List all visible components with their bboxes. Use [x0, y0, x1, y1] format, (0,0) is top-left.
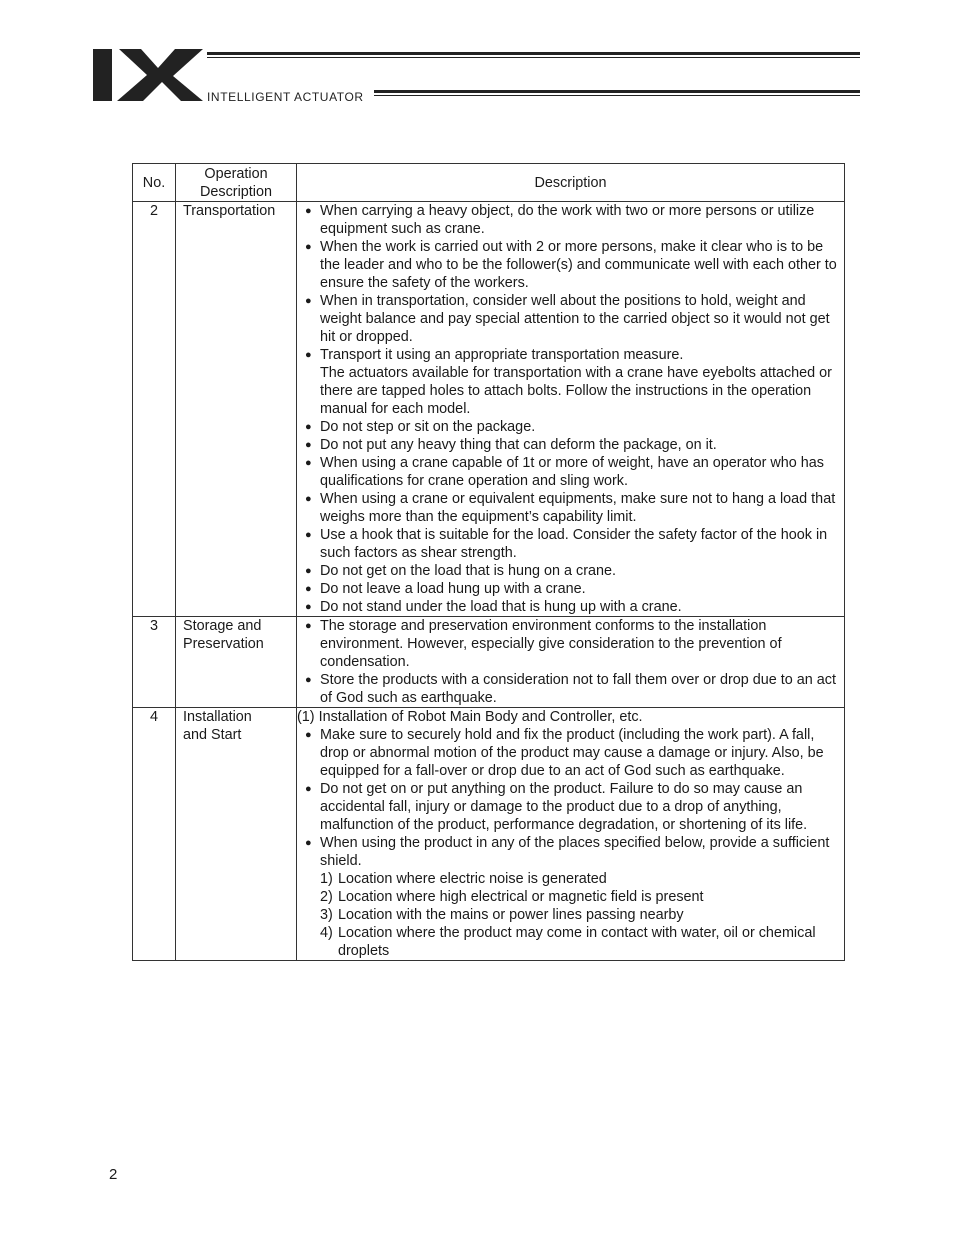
description-cell — [297, 202, 845, 617]
list-item-text: When the work is carried out with 2 or more persons, make it clear who is to be the leader and who to be the follower(s) and communicate well with each other to ensure the safety of the workers. — [320, 239, 837, 291]
list-item-text: When using a crane capable of 1t or more of weight, have an operator who has qualifications for crane operation and sling work. — [320, 455, 824, 489]
list-item — [305, 490, 838, 526]
list-item-text: Do not put any heavy thing that can deform the package, on it. — [320, 437, 717, 453]
bullet-list — [305, 726, 838, 870]
list-item-text: When using the product in any of the places specified below, provide a sufficient shield. — [320, 835, 830, 869]
list-item — [305, 562, 838, 580]
location-text: Location where the product may come in contact with water, oil or chemical droplets — [338, 925, 816, 959]
location-item — [320, 888, 838, 906]
list-item — [305, 526, 838, 562]
list-item — [305, 436, 838, 454]
ix-logo — [93, 46, 205, 106]
location-number: 2) — [320, 889, 333, 905]
list-item — [305, 834, 838, 870]
location-number: 3) — [320, 907, 333, 923]
list-item — [305, 418, 838, 436]
list-item — [305, 726, 838, 780]
operation-name: Installation and Start — [176, 708, 297, 961]
list-item — [305, 580, 838, 598]
page-number: 2 — [109, 1166, 118, 1183]
list-item-text: Do not get on or put anything on the product. Failure to do so may cause an accidental fall, injury or damage to the product due to a drop of anything, malfunction of the product, performance degradation, or shortening of its life. — [320, 781, 808, 833]
list-item — [305, 346, 838, 418]
list-item — [305, 454, 838, 490]
operation-name: Storage and Preservation — [176, 617, 297, 708]
list-item-text: Do not stand under the load that is hung up with a crane. — [320, 599, 682, 615]
header-rule — [207, 52, 860, 55]
table-row — [133, 708, 845, 961]
list-item-text: When in transportation, consider well about the positions to hold, weight and weight balance and pay special attention to the carried object so it would not get hit or dropped. — [320, 293, 830, 345]
row-number: 4 — [133, 708, 176, 961]
list-item — [305, 238, 838, 292]
list-item — [305, 671, 838, 707]
list-item — [305, 617, 838, 671]
row-number: 2 — [133, 202, 176, 617]
location-number: 1) — [320, 871, 333, 887]
list-item-text: Use a hook that is suitable for the load. Consider the safety factor of the hook in such factors as shear strength. — [320, 527, 828, 561]
table-row — [133, 202, 845, 617]
location-item — [320, 870, 838, 888]
list-item — [305, 598, 838, 616]
description-cell — [297, 708, 845, 961]
location-text: Location where electric noise is generated — [338, 871, 607, 887]
row-number: 3 — [133, 617, 176, 708]
operation-name: Transportation — [176, 202, 297, 617]
list-item — [305, 202, 838, 238]
header-description: Description — [297, 164, 845, 202]
location-text: Location where high electrical or magnetic field is present — [338, 889, 704, 905]
bullet-list — [305, 202, 838, 616]
header-rule-lower — [374, 90, 860, 93]
brand-name: INTELLIGENT ACTUATOR — [207, 90, 364, 104]
bullet-list — [305, 617, 838, 707]
list-item-text: Do not step or sit on the package. — [320, 419, 536, 435]
list-item-text: Make sure to securely hold and fix the product (including the work part). A fall, drop or abnormal motion of the product may cause a damage or injury. Also, be equipped for a fall-over or drop due to an act of God such as earthquake. — [320, 727, 824, 779]
list-item-text: Do not get on the load that is hung on a crane. — [320, 563, 617, 579]
list-item-text: When carrying a heavy object, do the work with two or more persons or utilize equipment such as crane. — [320, 203, 815, 237]
location-item — [320, 924, 838, 960]
header-rule-lower-thin — [374, 95, 860, 96]
header-operation: Operation Description — [176, 164, 297, 202]
location-text: Location with the mains or power lines passing nearby — [338, 907, 684, 923]
list-item-text: When using a crane or equivalent equipments, make sure not to hang a load that weighs more than the equipment’s capability limit. — [320, 491, 836, 525]
header-rule-thin — [207, 57, 860, 58]
location-list — [305, 870, 838, 960]
header-no: No. — [133, 164, 176, 202]
list-item-text: Transport it using an appropriate transportation measure. — [320, 347, 684, 363]
page-header — [0, 0, 954, 110]
operation-table — [132, 163, 845, 961]
list-item — [305, 292, 838, 346]
section-heading: (1) Installation of Robot Main Body and Controller, etc. — [297, 709, 643, 725]
description-cell — [297, 617, 845, 708]
location-number: 4) — [320, 925, 333, 941]
list-item-text: Store the products with a consideration not to fall them over or drop due to an act of God such as earthquake. — [320, 672, 836, 706]
list-item-text: Do not leave a load hung up with a crane. — [320, 581, 586, 597]
table-row — [133, 617, 845, 708]
list-item-note: The actuators available for transportation with a crane have eyebolts attached or there are tapped holes to attach bolts. Follow the instructions in the operation manual for each model. — [320, 365, 832, 417]
list-item-text: The storage and preservation environment conforms to the installation environment. However, especially give consideration to the prevention of condensation. — [320, 618, 782, 670]
location-item — [320, 906, 838, 924]
list-item — [305, 780, 838, 834]
table-header-row — [133, 164, 845, 202]
